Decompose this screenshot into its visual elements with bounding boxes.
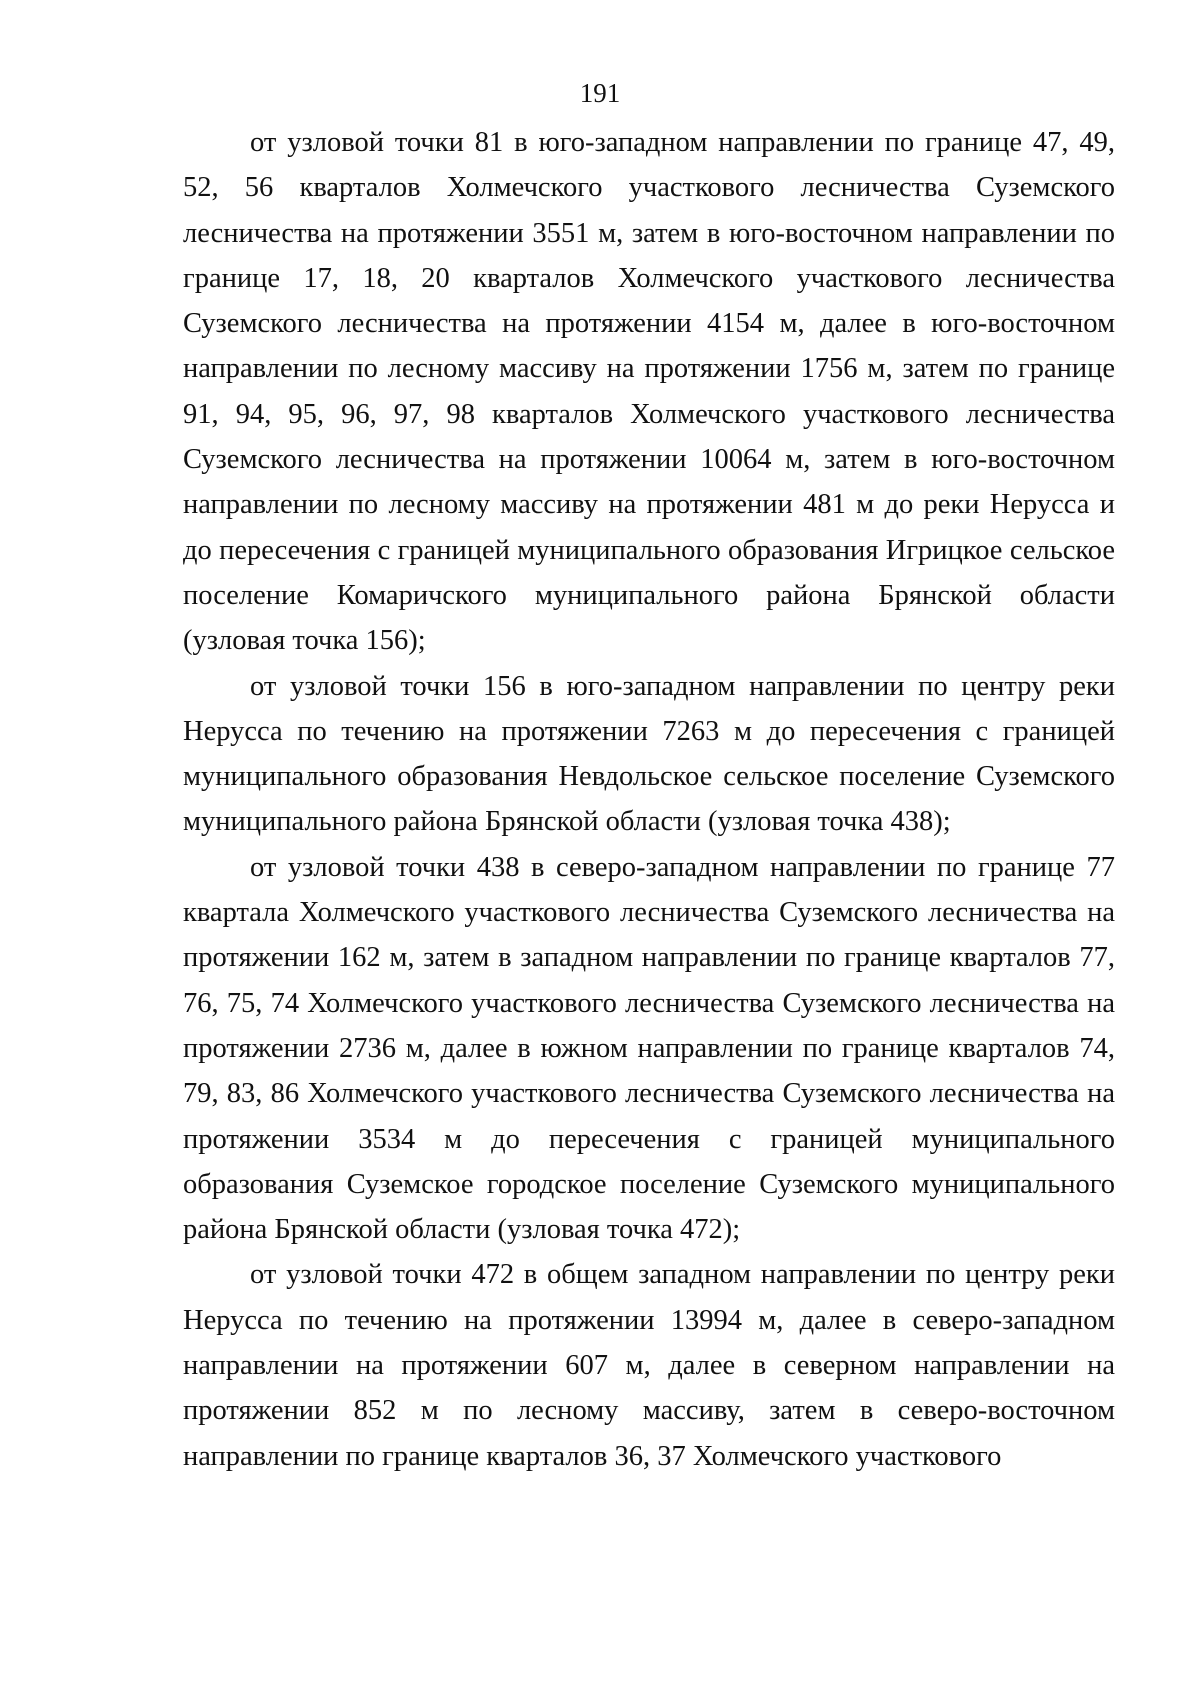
document-body [183,120,1115,1479]
page-number: 191 [579,78,621,108]
paragraph: от узловой точки 81 в юго-западном направлении по границе 47, 49, 52, 56 кварталов Холмечского участкового лесничества Суземского лесничества на протяжении 3551 м, затем в юго-восточном направлении по границе 17, 18, 20 кварталов Холмечского участкового лесничества Суземского лесничества на протяжении 4154 м, далее в юго-восточном направлении по лесному массиву на протяжении 1756 м, затем по границе 91, 94, 95, 96, 97, 98 кварталов Холмечского участкового лесничества Суземского лесничества на протяжении 10064 м, затем в юго-​восточном направлении по лесному массиву на протяжении 481 м до реки Нерусса и до пересечения с границей муниципального образования Игрицкое сельское поселение Комаричского муниципального района Брянской области (узловая точка 156); [183,127,1115,657]
paragraph: от узловой точки 156 в юго-западном направлении по центру реки Нерусса по течению на протяжении 7263 м до пересечения с границей муниципального образования Невдольское сельское поселение Суземского муниципального района Брянской области (узловая точка 438); [183,670,1115,838]
paragraph: от узловой точки 472 в общем западном направлении по центру реки Нерусса по течению на протяжении 13994 м, далее в северо-западном направлении на протяжении 607 м, далее в северном направлении на протяжении 852 м по лесному массиву, затем в северо-восточном направлении по границе кварталов 36, 37 Холмечского участкового [183,1259,1115,1472]
paragraph: от узловой точки 438 в северо-западном направлении по границе 77 квартала Холмечского участкового лесничества Суземского лесничества на протяжении 162 м, затем в западном направлении по границе кварталов 77, 76, 75, 74 Холмечского участкового лесничества Суземского лесничества на протяжении 2736 м, далее в южном направлении по границе кварталов 74, 79, 83, 86 Холмечского участкового лесничества Суземского лесничества на протяжении 3534 м до пересечения с границей муниципального образования Суземское городское поселение Суземского муниципального района Брянской области (узловая точка 472); [183,851,1115,1246]
